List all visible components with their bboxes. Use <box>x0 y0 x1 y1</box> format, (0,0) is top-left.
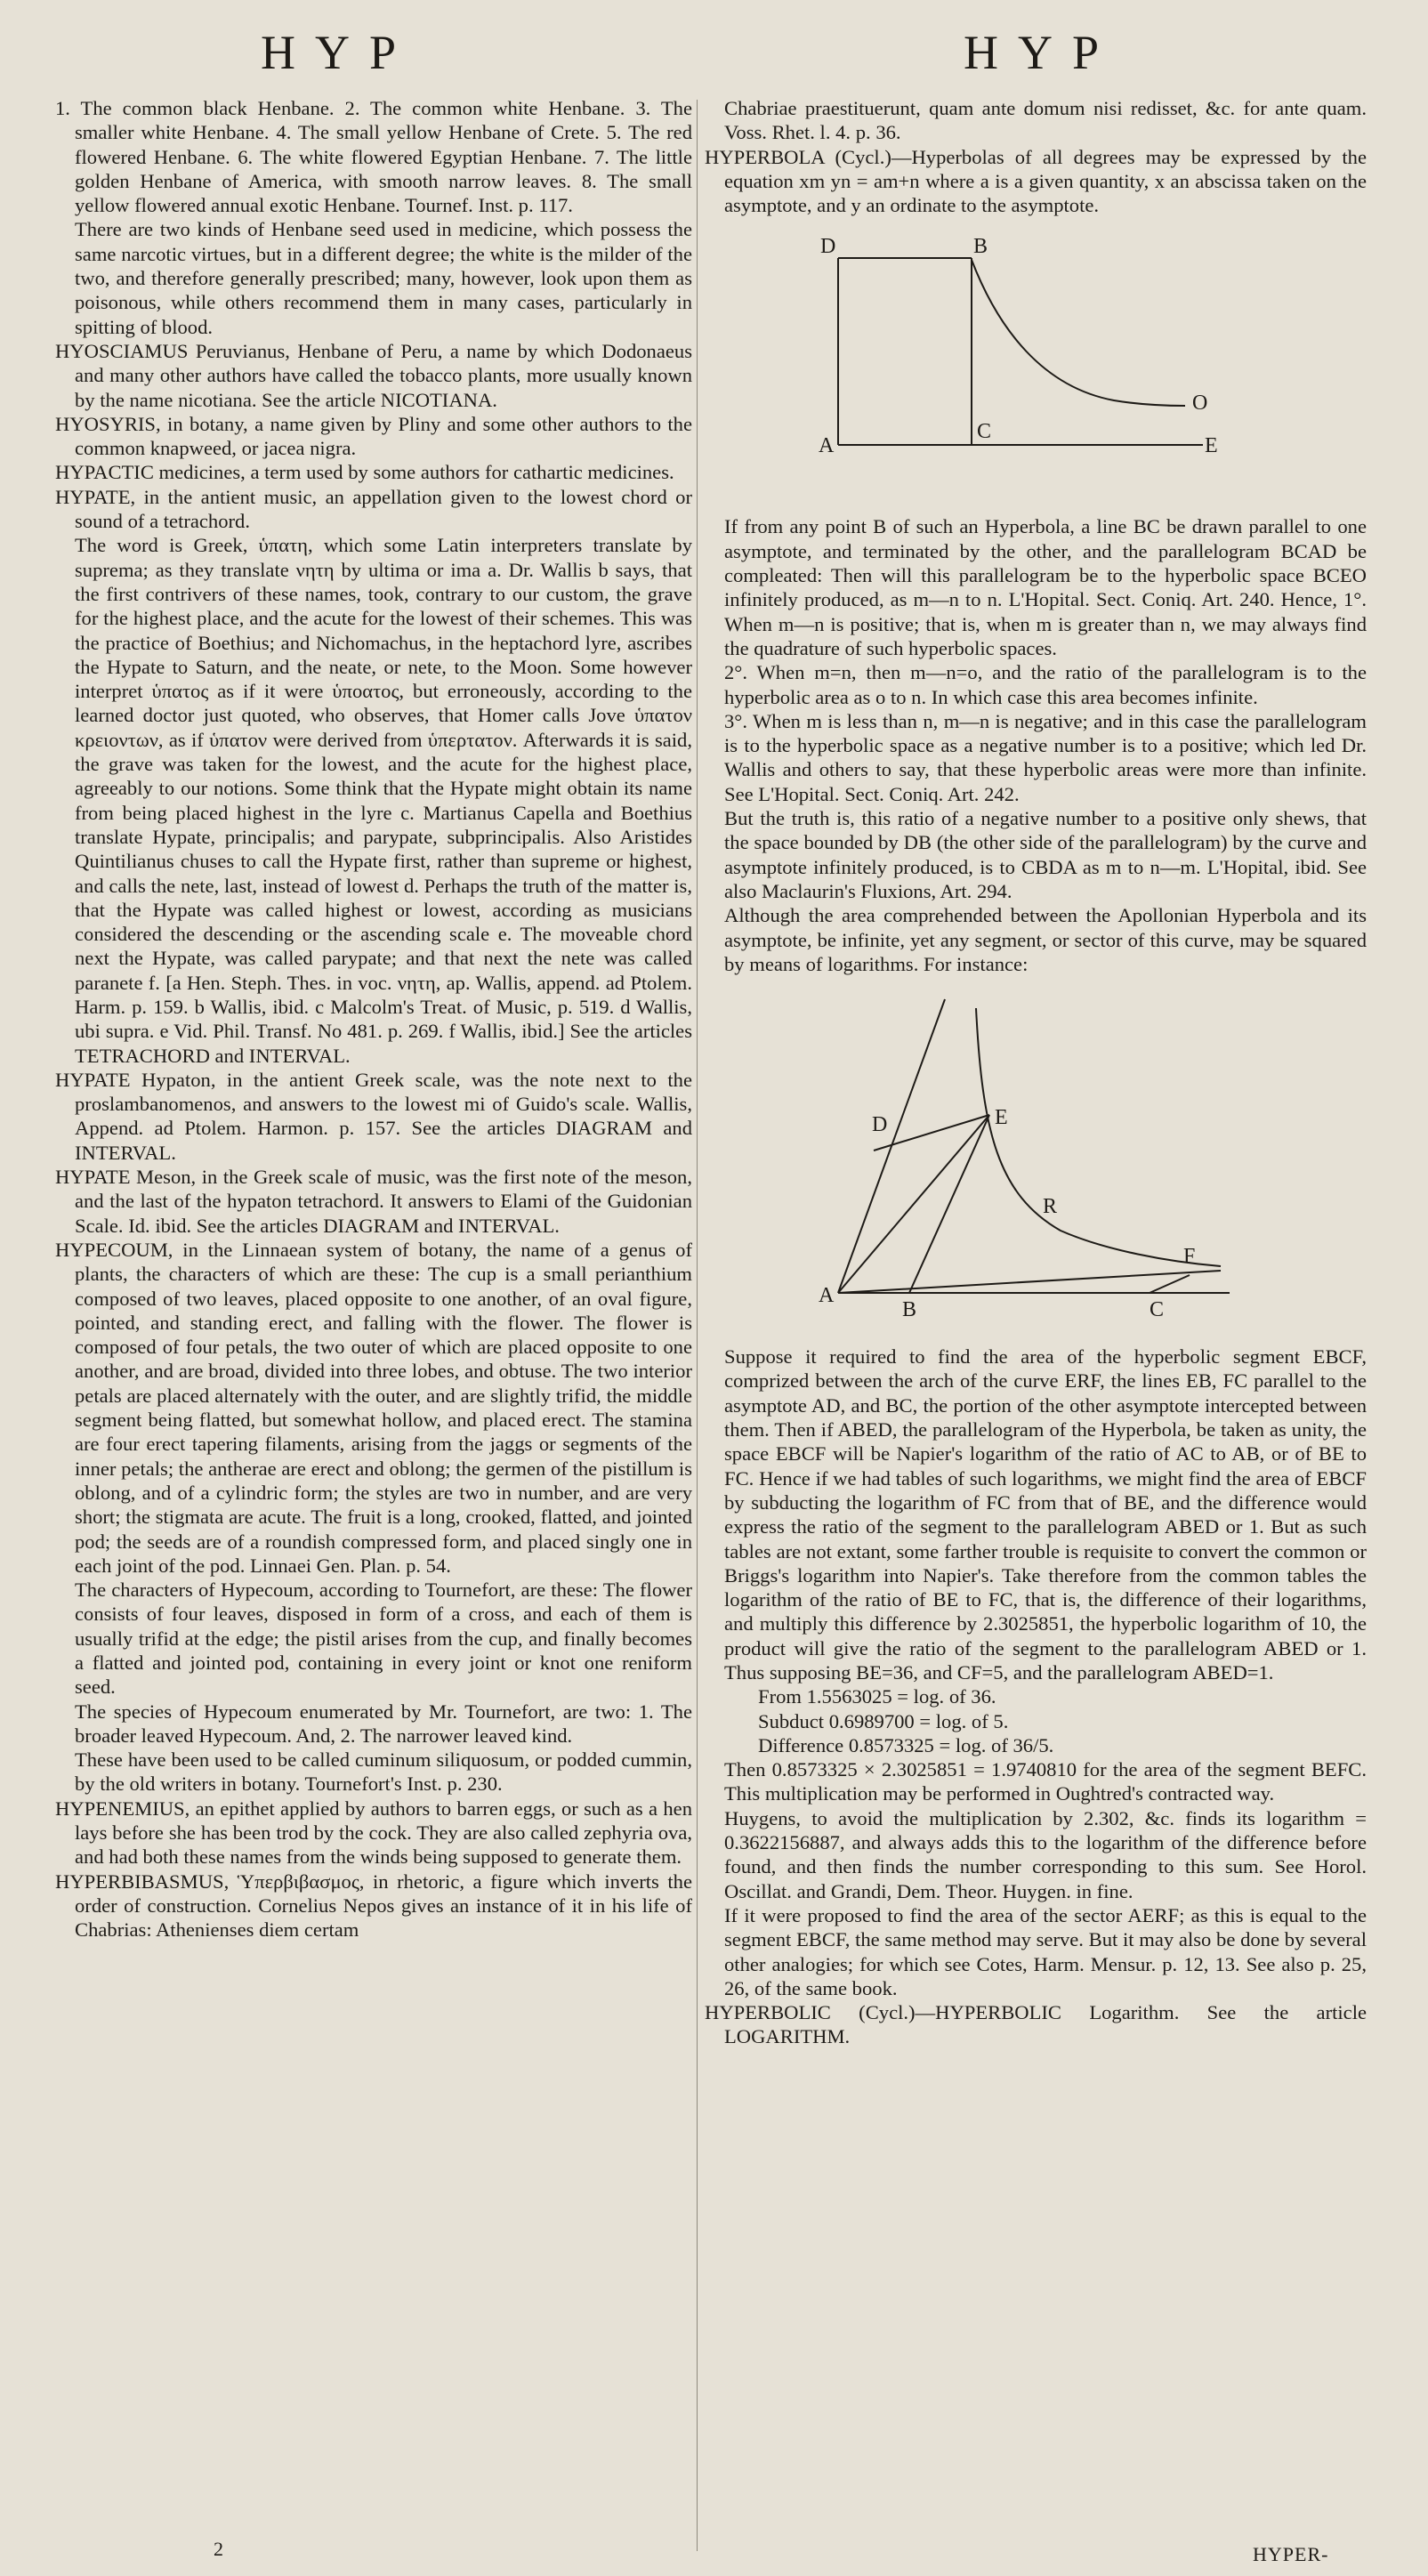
hyperbola-figure-1 <box>705 231 1367 498</box>
label-e: E <box>1205 434 1218 458</box>
label-d: D <box>820 235 836 259</box>
hyperbola-logarithm-intro: Although the area comprehended between the Apollonian Hyperbola and its asymptote, be infinite, yet any segment, or sector of this curve, may be squared by means of logarithms. For instance: <box>724 904 1367 975</box>
entry-hypate: HYPATE, in the antient music, an appellation given to the lowest chord or sound of a tetrachord. <box>55 485 692 533</box>
entry-hyosciamus: HYOSCIAMUS Peruvianus, Henbane of Peru, a name by which Dodonaeus and many other authors have called the tobacco plants, more usually known by the name nicotiana. See the article NICOTIANA. <box>55 339 692 411</box>
segment-result-paragraph: Then 0.8573325 × 2.3025851 = 1.9740810 for the area of the segment BEFC. This multiplication may be performed in Oughtred's contracted way. <box>724 1758 1367 1805</box>
entry-hyperbibasmus: HYPERBIBASMUS, Ὑπερβιβασμος, in rhetoric, a figure which inverts the order of construction. Cornelius Nepos gives an instance of it in his life of Chabrias: Athenienses diem certam <box>55 1869 692 1942</box>
entry-hypecoum: HYPECOUM, in the Linnaean system of botany, the name of a genus of plants, the characters of which are these: The cup is a small perianthium composed of two leaves, placed opposite to one another, of an oval figure, pointed, and standing erect, and falling with the flower. The flower is composed of four petals, the two outer of which are placed opposite to one another, and are broad, divided into three lobes, and obtuse. The two interior petals are placed alternately with the outer, and are slightly trifid, the middle segment being flatted, but somewhat hollow, and placed erect. The stamina are four erect tapering filaments, arising from the jaggs or segments of the inner petals; the antherae are erect and oblong; the germen of the pistillum is oblong, and of a cylindric form; the styles are two in number, and are very short; the stigmata are acute. The fruit is a long, crooked, flatted, and jointed pod; the seeds are of a roundish compressed form, and placed singly one in each joint of the pod. Linnaei Gen. Plan. p. 54. <box>55 1238 692 1577</box>
label-e: E <box>995 1106 1008 1130</box>
label-c: C <box>977 420 992 444</box>
calc-line-from: From 1.5563025 = log. of 36. <box>758 1685 996 1708</box>
henbane-seed-paragraph: There are two kinds of Henbane seed used in medicine, which possess the same narcotic virtues, but in a different degree; the white is the milder of the two, and therefore generally prescribed; many, however, look upon them as poisonous, while others recommend them in many cases, particularly in spitting of blood. <box>75 218 692 338</box>
label-f: F <box>1183 1245 1196 1269</box>
hyperbola-figure-2 <box>705 990 1367 1328</box>
entry-hypate-hypaton: HYPATE Hypaton, in the antient Greek scale, was the note next to the proslambanomenos, and answers to the lowest mi of Guido's scale. Wallis, Append. ad Ptolem. Harmon. p. 157. See the articles DIAGRAM and INTERVAL. <box>55 1068 692 1164</box>
hyperbola-segment-diagram <box>705 990 1367 1328</box>
hypecoum-tournefort-paragraph: The characters of Hypecoum, according to Tournefort, are these: The flower consists of four leaves, disposed in form of a cross, and each of them is usually trifid at the edge; the pistil arises from the cup, and finally becomes a flatted and jointed pod, containing in every joint or knot one reniform seed. <box>75 1579 692 1699</box>
calc-line-difference: Difference 0.8573325 = log. of 36/5. <box>758 1733 1054 1756</box>
hyperbibasmus-continuation: Chabriae praestituerunt, quam ante domum nisi redisset, &c. for ante quam. Voss. Rhet. l. 4. p. 36. <box>724 97 1367 144</box>
label-r: R <box>1043 1195 1058 1219</box>
label-b: B <box>902 1298 917 1322</box>
right-column <box>705 96 1367 2049</box>
hyperbola-rectangle-diagram <box>705 231 1367 498</box>
segment-area-paragraph: Suppose it required to find the area of the hyperbolic segment EBCF, comprized between the arch of the curve ERF, the lines EB, FC parallel to the asymptote AD, and BC, the portion of the other asymptote intercepted between them. Then if ABED, the parallelogram of the Hyperbola, be taken as unity, the space EBCF will be Napier's logarithm of the ratio of AC to AB, or of BE to FC. Hence if we had tables of such logarithms, we might find the area of EBCF by subducting the logarithm of FC from that of BE, and the difference would express the ratio of the segment to the parallelogram ABED or 1. But as such tables are not extant, some farther trouble is requisite to convert the common or Briggs's logarithm into Napier's. Take therefore from the common tables the logarithm of the ratio of BE to FC, that is, the difference of their logarithms, and multiply this difference by 2.3025851, the hyperbolic logarithm of 10, the product will give the ratio of the segment to the parallelogram ABED or 1. Thus supposing BE=36, and CF=5, and the parallelogram ABED=1. <box>724 1345 1367 1684</box>
page-number: 2 <box>214 2538 223 2560</box>
hyperbola-parallelogram-paragraph: If from any point B of such an Hyperbola, a line BC be drawn parallel to one asymptote, and terminated by the other, and the parallelogram BCAD be compleated: Then will this parallelogram be to the hyperbolic space BCEO infinitely produced, as m—n to n. L'Hopital. Sect. Coniq. Art. 240. Hence, 1°. When m—n is positive; that is, when m is greater than n, we may always find the quadrature of such hyperbolic spaces. <box>724 515 1367 659</box>
line-be <box>909 1115 989 1293</box>
entry-hyperbola: HYPERBOLA (Cycl.)—Hyperbolas of all degrees may be expressed by the equation xm yn = am+n where a is a given quantity, x an abscissa taken on the asymptote, and y an ordinate to the asymptote. <box>705 145 1367 217</box>
line-af <box>838 1271 1221 1293</box>
running-head-right: HYP <box>963 26 1119 79</box>
sector-paragraph: If it were proposed to find the area of the sector AERF; as this is equal to the segment EBCF, the same method may serve. But it may also be done by several other analogies; for which see Cotes, Harm. Mensur. p. 12, 13. See also p. 25, 26, of the same book. <box>724 1903 1367 1999</box>
label-a: A <box>819 434 835 458</box>
calc-line-subduct: Subduct 0.6989700 = log. of 5. <box>758 1709 1009 1732</box>
hypate-etymology-paragraph: The word is Greek, ὑπατη, which some Latin interpreters translate by suprema; as they translate νητη by ultima or ima a. Dr. Wallis b says, that the first contrivers of these names, took, contrary to our custom, the grave for the highest place, and the acute for the lowest of their schemes. This was the practice of Boethius; and Nichomachus, in the heptachord lyre, ascribes the Hypate to Saturn, and the neate, or nete, to the Moon. Some however interpret ὑπατος as if it were ὑποατος, but erroneously, according to the learned doctor just quoted, who observes, that Homer calls Jove ὑπατον κρειοντων, as if ὑπατον were derived from ὑπερτατον. Afterwards it is said, the grave was taken for the lowest, and the acute for the highest place, agreeably to our notions. Some think that the Hypate might obtain its name from being placed highest in the lyre c. Martianus Capella and Boethius translate Hypate, principalis; and parypate, subprincipalis. Also Aristides Quintilianus chuses to call the Hypate first, rather than supreme or highest, and calls the nete, last, instead of lowest d. Perhaps the truth of the matter is, that the Hypate was called highest or lowest, according as musicians considered the descending or the ascending scale e. The moveable chord next the Hypate, was called parypate; and that next the nete was called paranete f. [a Hen. Steph. Thes. in voc. νητη, ap. Wallis, append. ad Ptolem. Harm. p. 159. b Wallis, ibid. c Malcolm's Treat. of Music, p. 519. d Wallis, ubi supra. e Vid. Phil. Transf. No 481. p. 269. f Wallis, ibid.] See the articles TETRACHORD and INTERVAL. <box>75 534 692 1067</box>
huygens-paragraph: Huygens, to avoid the multiplication by 2.302, &c. finds its logarithm = 0.3622156887, and always adds this to the logarithm of the difference before found, and then finds the number corresponding to this sum. See Horol. Oscillat. and Grandi, Dem. Theor. Huygen. in fine. <box>724 1806 1367 1902</box>
entry-hypenemius: HYPENEMIUS, an epithet applied by authors to barren eggs, or such as a hen lays before she has been trod by the cock. They are also called zephyria ova, and had both these names from the winds being supposed to generate them. <box>55 1797 692 1869</box>
label-a: A <box>819 1284 835 1308</box>
running-head-left: HYP <box>260 26 416 79</box>
hyperbola-case-2: 2°. When m=n, then m—n=o, and the ratio of the parallelogram is to the hyperbolic area as o to n. In which case this area becomes infinite. <box>724 661 1367 708</box>
label-b: B <box>973 235 988 259</box>
hyperbola-negative-ratio: But the truth is, this ratio of a negative number to a positive only shews, that the space bounded by DB (the other side of the parallelogram) by the curve and asymptote infinitely produced, is to CBDA as m to n—m. L'Hopital, ibid. See also Maclaurin's Fluxions, Art. 294. <box>724 807 1367 902</box>
line-cf <box>1150 1275 1190 1293</box>
entry-hyosyris: HYOSYRIS, in botany, a name given by Pliny and some other authors to the common knapweed, or jacea nigra. <box>55 412 692 460</box>
line-ae <box>838 1115 989 1293</box>
line-de <box>874 1115 989 1151</box>
catchword: HYPER- <box>1253 2543 1329 2565</box>
column-divider <box>697 100 698 2551</box>
henbane-species-list: 1. The common black Henbane. 2. The common white Henbane. 3. The smaller white Henbane. 4. The small yellow Henbane of Crete. 5. The red flowered Henbane. 6. The white flowered Egyptian Henbane. 7. The little golden Henbane of America, with smooth narrow leaves. 8. The small yellow flowered annual exotic Henbane. Tournef. Inst. p. 117. <box>55 97 692 217</box>
hyperbola-curve <box>972 260 1185 406</box>
label-d: D <box>872 1113 888 1137</box>
hypecoum-species-paragraph: The species of Hypecoum enumerated by Mr. Tournefort, are two: 1. The broader leaved Hypecoum. And, 2. The narrower leaved kind. <box>75 1700 692 1747</box>
hypecoum-usage-paragraph: These have been used to be called cuminum siliquosum, or podded cummin, by the old writers in botany. Tournefort's Inst. p. 230. <box>75 1748 692 1796</box>
entry-hypactic: HYPACTIC medicines, a term used by some authors for cathartic medicines. <box>55 461 674 484</box>
label-c: C <box>1150 1298 1165 1322</box>
left-column <box>55 96 692 1942</box>
hyperbola-curve-erf <box>976 1008 1221 1269</box>
hyperbola-case-3: 3°. When m is less than n, m—n is negative; and in this case the parallelogram is to the hyperbolic space as a negative number is to a positive; which led Dr. Wallis and others to say, that these hyperbolic areas were more than infinite. See L'Hopital. Sect. Coniq. Art. 242. <box>724 709 1367 805</box>
entry-hypate-meson: HYPATE Meson, in the Greek scale of music, was the first note of the meson, and the last of the hypaton tetrachord. It answers to Elami of the Guidonian Scale. Id. ibid. See the articles DIAGRAM and INTERVAL. <box>55 1166 692 1237</box>
entry-hyperbolic: HYPERBOLIC (Cycl.)—HYPERBOLIC Logarithm. See the article LOGARITHM. <box>705 2001 1367 2048</box>
label-o: O <box>1192 392 1208 416</box>
